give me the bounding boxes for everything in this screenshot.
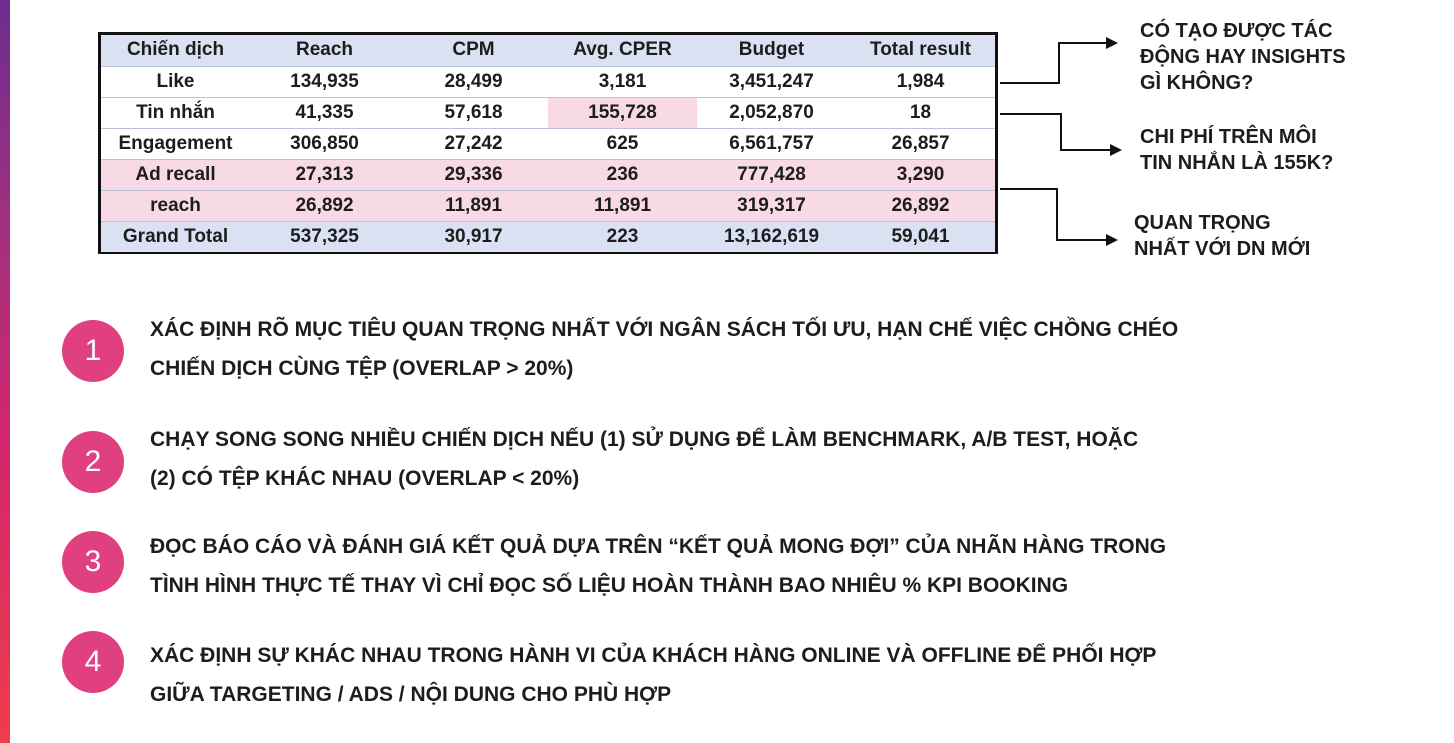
table-cell: 625 bbox=[548, 128, 697, 159]
table-row-highlighted bbox=[101, 190, 995, 221]
item-line: GIỮA TARGETING / ADS / NỘI DUNG CHO PHÙ HỢP bbox=[150, 683, 672, 706]
table-cell: Tin nhắn bbox=[101, 97, 250, 128]
connector-line bbox=[1060, 113, 1062, 151]
arrowhead-icon bbox=[1106, 37, 1118, 49]
header-cell: Avg. CPER bbox=[548, 35, 697, 66]
table-cell: 27,242 bbox=[399, 128, 548, 159]
table-row bbox=[101, 128, 995, 159]
table-cell: 41,335 bbox=[250, 97, 399, 128]
table-cell: 57,618 bbox=[399, 97, 548, 128]
table-cell: 27,313 bbox=[250, 159, 399, 190]
number-badge: 2 bbox=[62, 431, 124, 493]
table-cell: 26,892 bbox=[846, 190, 995, 221]
table-cell: reach bbox=[101, 190, 250, 221]
left-gradient-strip bbox=[0, 0, 10, 743]
table-cell: 134,935 bbox=[250, 66, 399, 97]
table-cell: Grand Total bbox=[101, 221, 250, 252]
campaign-table bbox=[98, 32, 998, 254]
callout-line: ĐỘNG HAY INSIGHTS bbox=[1140, 46, 1346, 68]
connector-line bbox=[1000, 188, 1058, 190]
connector-line bbox=[1058, 42, 1060, 84]
header-cell: CPM bbox=[399, 35, 548, 66]
item-line: CHẠY SONG SONG NHIỀU CHIẾN DỊCH NẾU (1) SỬ DỤNG ĐỂ LÀM BENCHMARK, A/B TEST, HOẶC bbox=[150, 428, 1139, 451]
table-cell: 537,325 bbox=[250, 221, 399, 252]
connector-line bbox=[1056, 239, 1108, 241]
item-line: TÌNH HÌNH THỰC TẾ THAY VÌ CHỈ ĐỌC SỐ LIỆU HOÀN THÀNH BAO NHIÊU % KPI BOOKING bbox=[150, 574, 1069, 597]
item-line: (2) CÓ TỆP KHÁC NHAU (OVERLAP < 20%) bbox=[150, 467, 580, 490]
table-cell: 306,850 bbox=[250, 128, 399, 159]
table-cell: 3,181 bbox=[548, 66, 697, 97]
callout-line: TIN NHẮN LÀ 155K? bbox=[1140, 152, 1334, 174]
connector-line bbox=[1058, 42, 1108, 44]
connector-line bbox=[1056, 188, 1058, 241]
table-cell: 777,428 bbox=[697, 159, 846, 190]
list-item-text bbox=[150, 420, 1350, 498]
item-line: XÁC ĐỊNH RÕ MỤC TIÊU QUAN TRỌNG NHẤT VỚI NGÂN SÁCH TỐI ƯU, HẠN CHẾ VIỆC CHỒNG CHÉO bbox=[150, 318, 1179, 341]
arrowhead-icon bbox=[1106, 234, 1118, 246]
highlighted-cell: 155,728 bbox=[548, 97, 697, 128]
list-item-text bbox=[150, 527, 1350, 605]
table-cell: 26,892 bbox=[250, 190, 399, 221]
table-cell: Ad recall bbox=[101, 159, 250, 190]
connector-line bbox=[1060, 149, 1112, 151]
header-cell: Chiến dịch bbox=[101, 35, 250, 66]
callout-line: QUAN TRỌNG bbox=[1134, 212, 1271, 234]
table-cell: 223 bbox=[548, 221, 697, 252]
callout-line: NHẤT VỚI DN MỚI bbox=[1134, 238, 1311, 260]
table-row bbox=[101, 97, 995, 128]
connector-line bbox=[1000, 113, 1062, 115]
table-cell: 236 bbox=[548, 159, 697, 190]
header-cell: Budget bbox=[697, 35, 846, 66]
table-cell: 6,561,757 bbox=[697, 128, 846, 159]
table-cell: 30,917 bbox=[399, 221, 548, 252]
list-item-text bbox=[150, 310, 1350, 388]
callout-line: CHI PHÍ TRÊN MÔI bbox=[1140, 126, 1317, 148]
table-cell: 13,162,619 bbox=[697, 221, 846, 252]
table-cell: 319,317 bbox=[697, 190, 846, 221]
item-line: XÁC ĐỊNH SỰ KHÁC NHAU TRONG HÀNH VI CỦA KHÁCH HÀNG ONLINE VÀ OFFLINE ĐỂ PHỐI HỢP bbox=[150, 644, 1157, 667]
table-cell: 28,499 bbox=[399, 66, 548, 97]
arrowhead-icon bbox=[1110, 144, 1122, 156]
number-badge: 1 bbox=[62, 320, 124, 382]
table-cell: 2,052,870 bbox=[697, 97, 846, 128]
callout-insights bbox=[1140, 18, 1346, 96]
table-cell: 3,451,247 bbox=[697, 66, 846, 97]
table-cell: 18 bbox=[846, 97, 995, 128]
table-cell: Like bbox=[101, 66, 250, 97]
callout-message-cost bbox=[1140, 124, 1333, 176]
number-badge: 4 bbox=[62, 631, 124, 693]
table-cell: 29,336 bbox=[399, 159, 548, 190]
table-cell: 59,041 bbox=[846, 221, 995, 252]
connector-line bbox=[1000, 82, 1060, 84]
callout-new-business bbox=[1134, 210, 1310, 262]
table-header-row bbox=[101, 35, 995, 66]
callout-line: CÓ TẠO ĐƯỢC TÁC bbox=[1140, 20, 1333, 42]
list-item-text bbox=[150, 636, 1350, 714]
grand-total-row bbox=[101, 221, 995, 252]
header-cell: Total result bbox=[846, 35, 995, 66]
item-line: ĐỌC BÁO CÁO VÀ ĐÁNH GIÁ KẾT QUẢ DỰA TRÊN “KẾT QUẢ MONG ĐỢI” CỦA NHÃN HÀNG TRONG bbox=[150, 535, 1167, 558]
table-cell: Engagement bbox=[101, 128, 250, 159]
item-line: CHIẾN DỊCH CÙNG TỆP (OVERLAP > 20%) bbox=[150, 357, 574, 380]
table-cell: 26,857 bbox=[846, 128, 995, 159]
table-cell: 3,290 bbox=[846, 159, 995, 190]
table-row-highlighted bbox=[101, 159, 995, 190]
header-cell: Reach bbox=[250, 35, 399, 66]
callout-line: GÌ KHÔNG? bbox=[1140, 72, 1254, 94]
table-row bbox=[101, 66, 995, 97]
table-cell: 11,891 bbox=[548, 190, 697, 221]
number-badge: 3 bbox=[62, 531, 124, 593]
table-cell: 1,984 bbox=[846, 66, 995, 97]
table-cell: 11,891 bbox=[399, 190, 548, 221]
